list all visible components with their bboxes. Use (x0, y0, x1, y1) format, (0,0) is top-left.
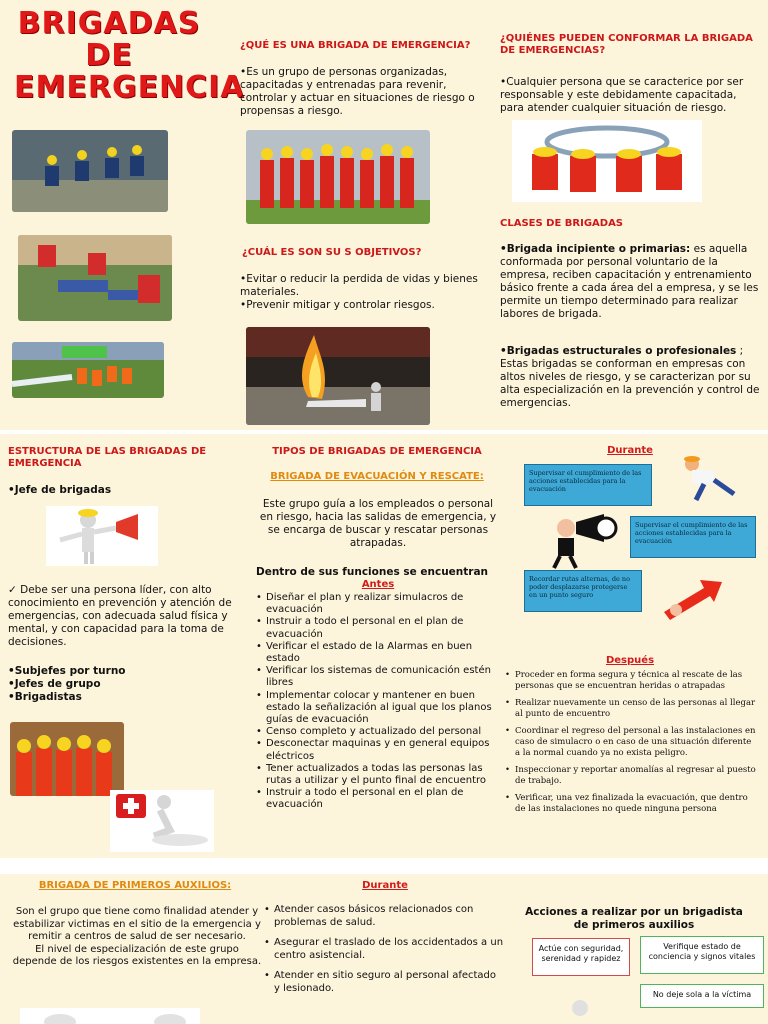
label-despues: Después (605, 655, 655, 666)
text-funciones: Dentro de sus funciones se encuentran (256, 566, 489, 578)
antes-item: • Tener actualizados a todas las personas las rutas a utilizar y el punto final de encuentro (256, 763, 506, 787)
role-item: •Jefes de grupo (8, 678, 101, 690)
antes-item: • Instruir a todo el personal en el plan de evacuación (256, 616, 506, 640)
heading-clases: CLASES DE BRIGADAS (500, 218, 624, 229)
title-line-3: EMERGENCIA (14, 70, 245, 105)
list-durante-auxilios (264, 904, 504, 995)
label-antes: Antes (361, 579, 395, 590)
antes-item: • Verificar el estado de la Alarmas en buen estado (256, 641, 506, 665)
photo-fire-hose-drill (12, 342, 164, 398)
illustration-megaphone-man (546, 514, 622, 570)
photo-brigade-team (246, 130, 430, 224)
label-durante-auxilios: Durante (362, 880, 408, 891)
label-durante: Durante (607, 445, 653, 456)
antes-item: • Censo completo y actualizado del personal (256, 726, 506, 738)
photo-first-aid-training (18, 235, 172, 321)
title-line-1: BRIGADAS (17, 6, 201, 41)
text-primeros-auxilios-intro (12, 906, 262, 969)
despues-item: • Inspeccionar y reportar anomalías al regresar al puesto de trabajo. (505, 765, 759, 787)
illustration-small-figure (560, 996, 600, 1024)
text-perfil-jefe: ✓ Debe ser una persona líder, con alto conocimiento en prevención y atención de emergencias, con adecuada salud física y mental, y con capacidad para la toma de decisiones. (8, 584, 232, 648)
illustration-arrow-push (660, 574, 726, 622)
panel-estructura-tipos (0, 434, 768, 858)
intro-line: Son el grupo que tiene como finalidad atender y estabilizar victimas en el sitio de la emergencia y remitir a centros de salud de ser necesario. (13, 906, 261, 942)
heading-acciones: Acciones a realizar por un brigadista de primeros auxilios (525, 906, 743, 931)
objetivo-item: •Evitar o reducir la perdida de vidas y bienes materiales. (240, 273, 478, 298)
list-despues (505, 670, 759, 815)
heading-primeros-auxilios: BRIGADA DE PRIMEROS AUXILIOS: (38, 880, 232, 891)
photo-brigade-exercise (12, 130, 168, 212)
despues-item: • Proceder en forma segura y técnica al rescate de las personas que se encuentran heridas o atrapadas (505, 670, 759, 692)
action-box-seguridad: Actúe con seguridad, serenidad y rapidez (532, 938, 630, 976)
list-roles (8, 665, 208, 704)
panel-primeros-auxilios (0, 874, 768, 1024)
action-box-no-deje-sola: No deje sola a la víctima (640, 984, 764, 1008)
photo-brigadistas-group (10, 722, 124, 796)
action-box-conciencia: Verifique estado de conciencia y signos vitales (640, 936, 764, 974)
objetivo-item: •Prevenir mitigar y controlar riesgos. (240, 299, 435, 311)
despues-item: • Realizar nuevamente un censo de las personas al llegar al punto de encuentro (505, 698, 759, 720)
illustration-megaphone-leader (46, 506, 158, 566)
despues-item: • Coordinar el regreso del personal a las instalaciones en caso de simulacro o en caso de una situación diferente a la normal cuando ya no exista peligro. (505, 726, 759, 759)
antes-item: • Verificar los sistemas de comunicación estén libres (256, 665, 506, 689)
antes-item: • Diseñar el plan y realizar simulacros de evacuación (256, 592, 506, 616)
desc-estructurales: ; Estas brigadas se conforman en empresas con altos niveles de riesgo, y se caracterizan por su alta especialización en la prevención y control de emergencias. (500, 345, 760, 409)
list-antes (256, 592, 506, 812)
illustration-runner (668, 454, 744, 506)
box-durante-2: Supervisar el cumplimiento de las acciones establecidas para la evacuación (630, 516, 756, 558)
list-objetivos (240, 273, 490, 312)
heading-tipos: TIPOS DE BRIGADAS DE EMERGENCIA (272, 446, 482, 457)
illustration-first-aid-kit (110, 790, 214, 852)
label-incipiente: •Brigada incipiente o primarias: (500, 243, 691, 255)
desc-incipiente: es aquella conformada por personal voluntario de la empresa, reciben capacitación y entrenamiento básico frente a cada área del a empresa, y se les permite un tiempo determinado para realizar labores de brigada. (500, 243, 759, 320)
antes-item: • Implementar colocar y mantener en buen estado la señalización al igual que los planos guías de evacuación (256, 690, 506, 727)
antes-item: • Desconectar maquinas y en general equipos eléctricos (256, 738, 506, 762)
main-title (14, 6, 245, 105)
text-jefe: •Jefe de brigadas (8, 484, 112, 496)
role-item: •Subjefes por turno (8, 665, 126, 677)
box-durante-3: Recordar rutas alternas, de no poder desplazarse protegerse en un punto seguro (524, 570, 642, 612)
subheading-evacuacion: BRIGADA DE EVACUACIÓN Y RESCATE: (270, 471, 484, 482)
heading-quienes: ¿QUIÉNES PUEDEN CONFORMAR LA BRIGADA DE EMERGENCIAS? (500, 33, 753, 56)
text-evacuacion-intro: Este grupo guía a los empleados o personal en riesgo, hacia las salidas de emergencia, y se encarga de buscar y rescatar personas atrapadas. (259, 498, 497, 549)
heading-estructura: ESTRUCTURA DE LAS BRIGADAS DE EMERGENCIA (8, 446, 207, 469)
text-quienes: •Cualquier persona que se caracterice por ser responsable y este debidamente capacitada, para atender cualquier situación de riesgo. (500, 76, 744, 114)
label-estructurales: •Brigadas estructurales o profesionales (500, 345, 737, 357)
durante-auxilios-item: • Atender casos básicos relacionados con problemas de salud. (264, 904, 504, 929)
durante-auxilios-item: • Atender en sitio seguro al personal afectado y lesionado. (264, 970, 504, 995)
intro-line-2: El nivel de especialización de este grupo depende de los riesgos existentes en la empresa. (12, 943, 262, 967)
role-item: •Brigadistas (8, 691, 82, 703)
antes-item: • Instruir a todo el personal en el plan de evacuación (256, 787, 506, 811)
title-line-2: DE (85, 38, 133, 73)
heading-objetivos: ¿CUÁL ES SON SU S OBJETIVOS? (242, 247, 422, 258)
text-que-es: •Es un grupo de personas organizadas, capacitadas y entrenadas para revenir, controlar y actuar en situaciones de riesgo o propensas a riesgo. (240, 66, 475, 117)
panel-intro (0, 0, 768, 430)
text-clase-incipiente (500, 243, 762, 321)
despues-item: • Verificar, una vez finalizada la evacuación, que dentro de las instalaciones no quede ninguna persona (505, 793, 759, 815)
heading-que-es: ¿QUÉ ES UNA BRIGADA DE EMERGENCIA? (240, 40, 471, 51)
photo-fire-extinguisher-drill (246, 327, 430, 425)
illustration-brigade-circle (512, 120, 702, 202)
box-durante-1: Supervisar el cumplimiento de las acciones establecidas para la evacuación (524, 464, 652, 506)
durante-auxilios-item: • Asegurar el traslado de los accidentados a un centro asistencial. (264, 937, 504, 962)
illustration-bottom-figures (20, 1008, 200, 1024)
text-clase-estructurales (500, 345, 762, 410)
